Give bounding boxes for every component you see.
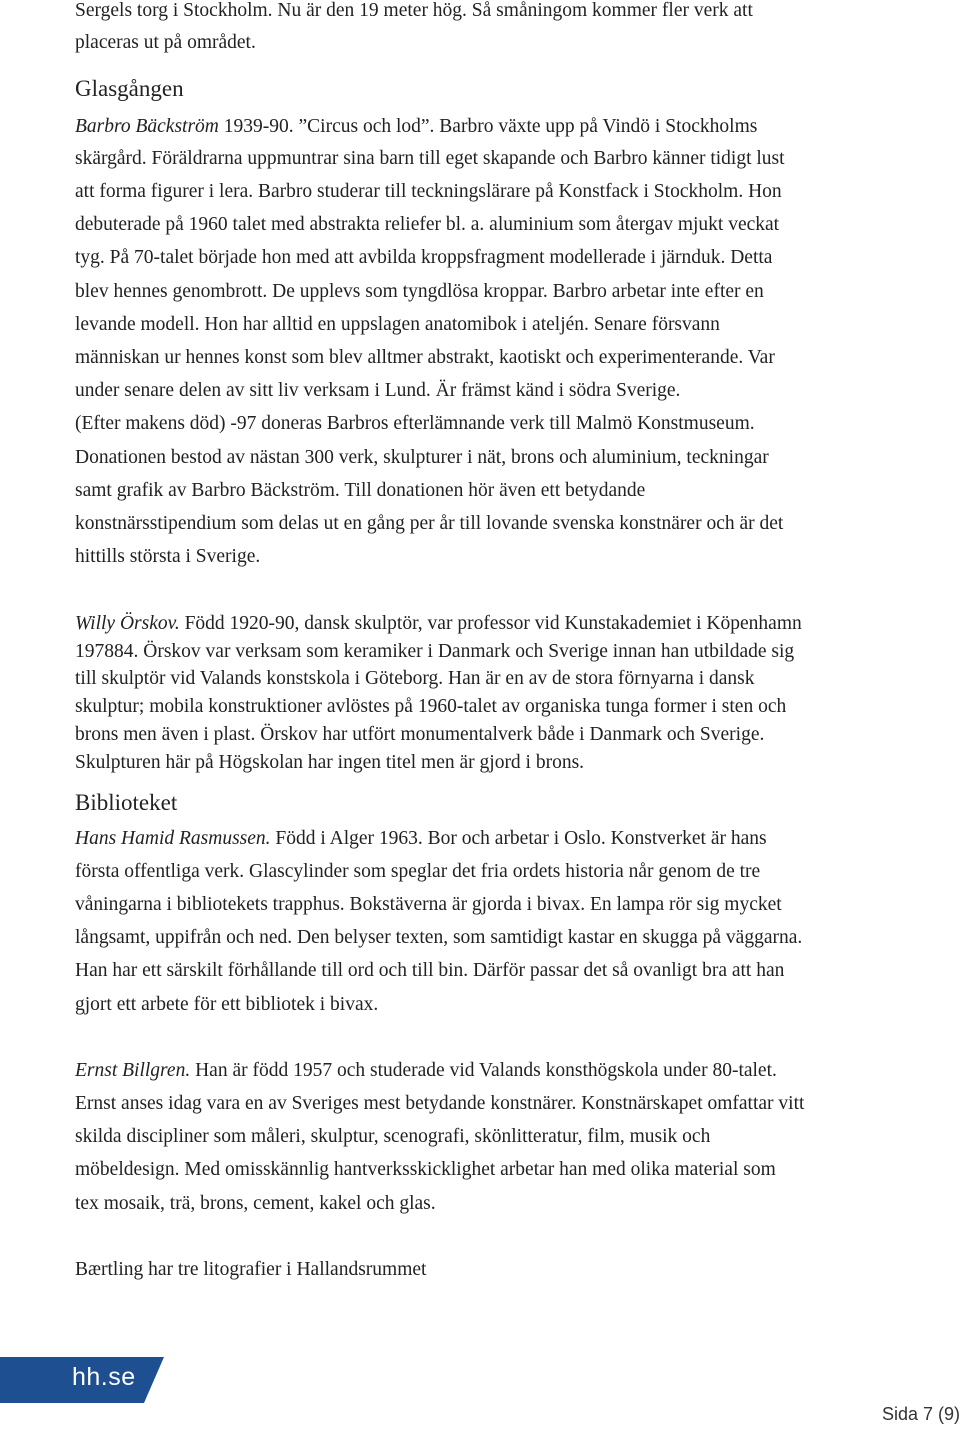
text-line: långsamt, uppifrån och ned. Den belyser texten, som samtidigt kastar en skugga på väggarna. (75, 927, 803, 948)
text-line: Han har ett särskilt förhållande till ord och till bin. Därför passar det så ovanligt bra att han (75, 960, 785, 981)
text-line: att forma figurer i lera. Barbro studerar till teckningslärare på Konstfack i Stockholm. Hon (75, 181, 782, 202)
text-line: Ernst Billgren. Han är född 1957 och studerade vid Valands konsthögskola under 80-talet. (75, 1060, 777, 1081)
section-heading-glasgangen: Glasgången (75, 76, 184, 101)
text-line: Sergels torg i Stockholm. Nu är den 19 meter hög. Så småningom kommer fler verk att (75, 0, 753, 21)
text-line: tyg. På 70-talet började hon med att avbilda kroppsfragment modellerade i järnduk. Detta (75, 247, 773, 268)
text-line: blev hennes genombrott. De upplevs som tyngdlösa kroppar. Barbro arbetar inte efter en (75, 281, 764, 302)
hh-logo[interactable] (0, 1357, 164, 1403)
text-line: gjort ett arbete för ett bibliotek i bivax. (75, 994, 379, 1015)
text-line: Skulpturen här på Högskolan har ingen titel men är gjord i brons. (75, 752, 585, 773)
text-line: skulptur; mobila konstruktioner avlöstes på 1960-talet av organiska tunga former i sten och (75, 696, 787, 717)
section-heading-biblioteket: Biblioteket (75, 790, 178, 815)
text-line: konstnärsstipendium som delas ut en gång per år till lovande svenska konstnärer och är det (75, 513, 784, 534)
text-line: Willy Örskov. Född 1920-90, dansk skulptör, var professor vid Kunstakademiet i Köpenhamn (75, 613, 802, 634)
text-line: första offentliga verk. Glascylinder som speglar det fria ordets historia når genom de tre (75, 861, 761, 882)
text-line: Ernst anses idag vara en av Sveriges mest betydande konstnärer. Konstnärskapet omfattar vitt (75, 1093, 805, 1114)
artist-name: Barbro Bäckström (75, 116, 219, 137)
text-line: samt grafik av Barbro Bäckström. Till donationen hör även ett betydande (75, 480, 646, 501)
text-line: debuterade på 1960 talet med abstrakta reliefer bl. a. aluminium som återgav mjukt veckat (75, 214, 780, 235)
text-line: placeras ut på området. (75, 32, 256, 53)
logo-text: hh.se (72, 1363, 136, 1391)
artist-name: Willy Örskov. (75, 613, 180, 634)
text-line: Barbro Bäckström 1939-90. ”Circus och lod”. Barbro växte upp på Vindö i Stockholms (75, 116, 758, 137)
text-line: människan ur hennes konst som blev alltmer abstrakt, kaotiskt och experimenterande. Var (75, 347, 775, 368)
page-number: Sida 7 (9) (881, 1404, 960, 1424)
text-line: till skulptör vid Valands konstskola i Göteborg. Han är en av de stora förnyarna i dansk (75, 668, 755, 689)
text-line: tex mosaik, trä, brons, cement, kakel och glas. (75, 1193, 436, 1214)
text-line: möbeldesign. Med omisskännlig hantverksskicklighet arbetar han med olika material som (75, 1159, 776, 1180)
text-line: hittills största i Sverige. (75, 546, 261, 567)
text-line: Hans Hamid Rasmussen. Född i Alger 1963. Bor och arbetar i Oslo. Konstverket är hans (75, 828, 767, 849)
text-line: 197884. Örskov var verksam som keramiker i Danmark och Sverige innan han utbildade sig (75, 641, 795, 662)
artist-name: Ernst Billgren. (75, 1060, 191, 1081)
text-line: levande modell. Hon har alltid en uppslagen anatomibok i ateljén. Senare försvann (75, 314, 720, 335)
artist-name: Hans Hamid Rasmussen. (75, 828, 271, 849)
text-line: (Efter makens död) -97 doneras Barbros efterlämnande verk till Malmö Konstmuseum. (75, 413, 755, 434)
text-line: våningarna i bibliotekets trapphus. Bokstäverna är gjorda i bivax. En lampa rör sig mycket (75, 894, 782, 915)
text-line: Donationen bestod av nästan 300 verk, skulpturer i nät, brons och aluminium, teckningar (75, 447, 769, 468)
text-line: skilda discipliner som måleri, skulptur, scenografi, skönlitteratur, film, musik och (75, 1126, 711, 1147)
text-line: skärgård. Föräldrarna uppmuntrar sina barn till eget skapande och Barbro känner tidigt lust (75, 148, 785, 169)
text-line: brons men även i plast. Örskov har utfört monumentalverk både i Danmark och Sverige. (75, 724, 765, 745)
text-line: under senare delen av sitt liv verksam i Lund. Är främst känd i södra Sverige. (75, 380, 681, 401)
text-line: Bærtling har tre litografier i Hallandsrummet (75, 1259, 427, 1280)
